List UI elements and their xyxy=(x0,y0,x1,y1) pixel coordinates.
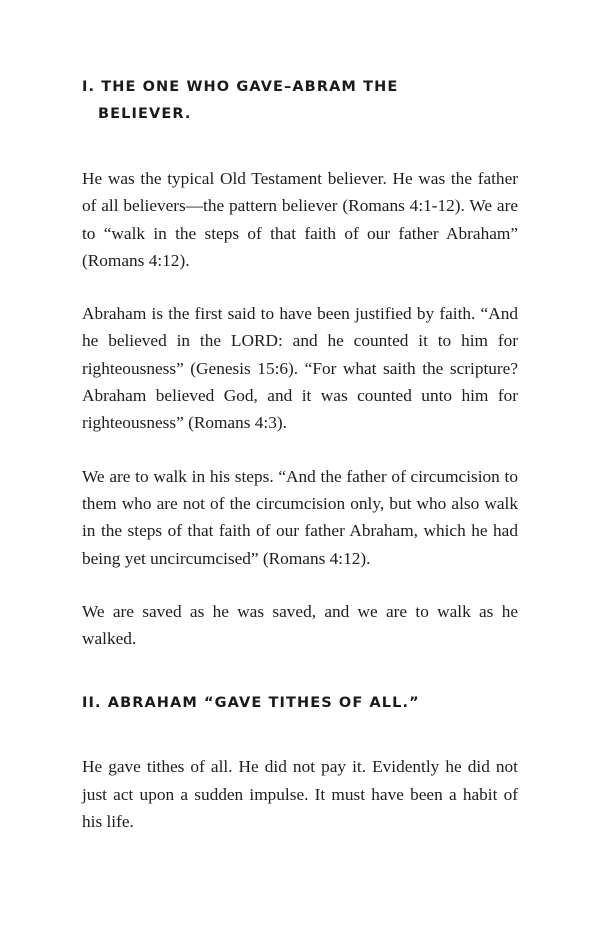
paragraph-walk-in-steps: We are to walk in his steps. “And the father of circumcision to them who are not of the circumcision only, but who also walk in the steps of that faith of our father Abraham, which he had being yet uncircumcised” (Romans 4:12). xyxy=(82,466,518,568)
section-heading-1-line2: BELIEVER. xyxy=(98,106,192,122)
paragraph-gave-tithes: He gave tithes of all. He did not pay it. Evidently he did not just act upon a sudden impulse. It must have been a habit of his life. xyxy=(82,757,518,832)
section-heading-1 xyxy=(82,74,518,128)
paragraph-saved-as-he-was: We are saved as he was saved, and we are to walk as he walked. xyxy=(82,601,518,649)
section-heading-2-line1: II. ABRAHAM “GAVE TITHES OF ALL.” xyxy=(82,695,420,712)
paragraph-typical-believer: He was the typical Old Testament believer. He was the father of all believers—the pattern believer (Romans 4:1-12). We are to “walk in the steps of that faith of our father Abraham” (Romans 4:12). xyxy=(82,169,518,270)
section-heading-1-line1: I. THE ONE WHO GAVE–ABRAM THE xyxy=(82,79,399,95)
section-heading-2 xyxy=(82,690,518,717)
paragraph-justified-by-faith: Abraham is the first said to have been justified by faith. “And he believed in the LORD: and he counted it to him for righteousness” (Genesis 15:6). “For what saith the scripture? Abraham believed God, and it was counted unto him for righteousness” (Romans 4:3). xyxy=(82,304,518,433)
